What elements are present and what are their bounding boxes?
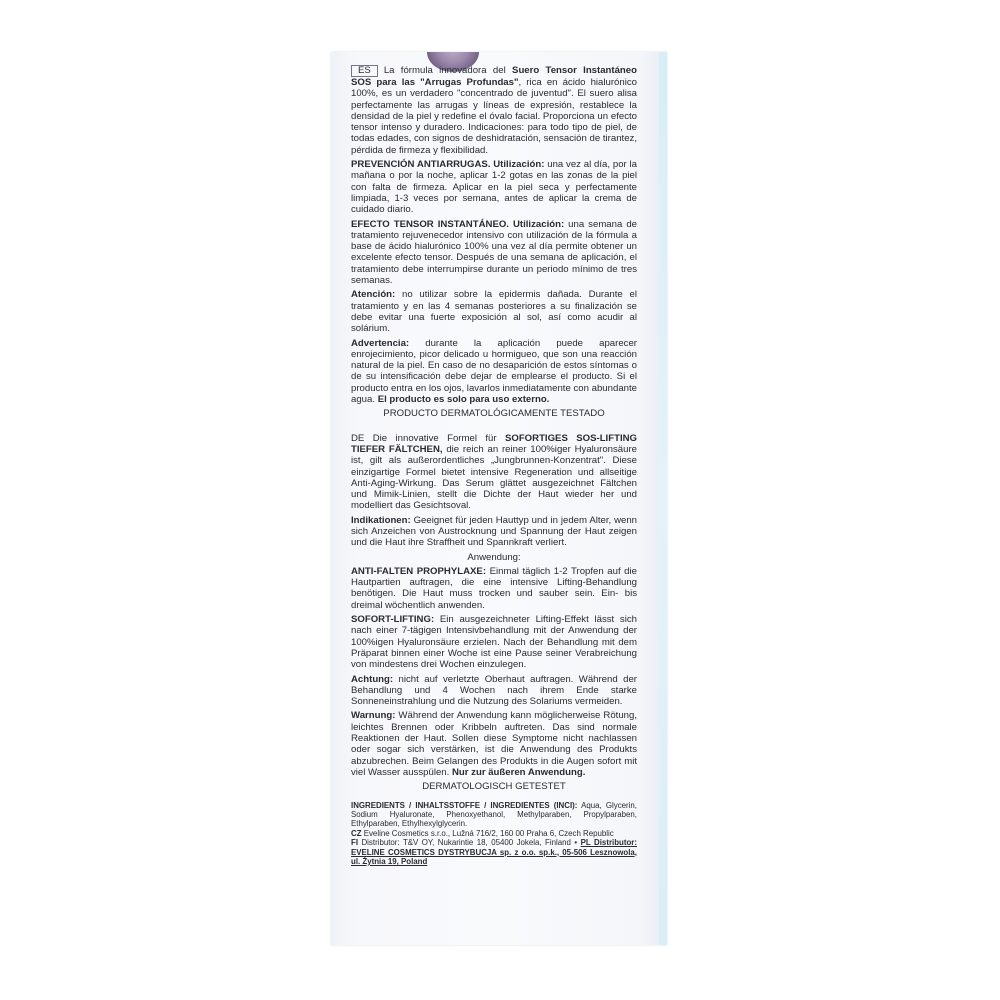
pl-distributor-heading: PL Distributor: xyxy=(580,838,637,848)
de-intro xyxy=(351,433,637,512)
ingredients-block xyxy=(351,801,637,867)
language-badge-es: ES xyxy=(351,65,378,77)
es-warning xyxy=(351,338,637,406)
de-product-name: SOFORTIGES SOS-LIFTING TIEFER FÄLTCHEN, xyxy=(351,432,638,455)
de-external-use: Nur zur äußeren Anwendung. xyxy=(451,766,586,778)
es-effect-heading: EFECTO TENSOR INSTANTÁNEO. Utilización: xyxy=(351,218,565,230)
product-box-panel xyxy=(331,52,667,945)
language-code-de: DE xyxy=(351,432,365,444)
de-warning-heading: Warnung: xyxy=(351,710,396,722)
es-warning-heading: Advertencia: xyxy=(351,337,410,349)
de-warning-text: Während der Anwendung kann möglicherweise Rötung, leichtes Brennen oder Kribbeln auftreten. Das sind normale Reaktionen der Haut. Sollen diese Symptome nicht nachlassen oder sogar sich verstärken, ist die Anwendung des Produkts abzubrechen. Beim Gelangen des Produkts in die Augen sofort mit viel Wasser ausspülen. xyxy=(351,710,637,778)
es-attention xyxy=(351,289,637,334)
fi-distributor: Distributor: T&V OY, Nukarintie 18, 05400 Jokela, Finland • xyxy=(358,838,581,848)
es-effect-text: una semana de tratamiento rejuvenecedor intensivo con utilización de la fórmula a base de ácido hialurónico 100% una vez al día permite obtener un excelente efecto tensor. Después de una semana de aplicación, el tratamiento debe interrumpirse durante un periodo mínimo de tres semanas. xyxy=(351,218,637,287)
es-warning-text: durante la aplicación puede aparecer enrojecimiento, picor delicado u hormigueo, que son una reacción natural de la piel. En caso de no desaparición de estos síntomas o de su intensificación debe dejar de emplearse el producto. Si el producto entra en los ojos, lavarlos inmediatamente con abundante agua. xyxy=(351,337,637,406)
de-lifting-heading: SOFORT-LIFTING: xyxy=(351,614,435,626)
de-usage-heading: Anwendung: xyxy=(467,551,521,563)
de-prophylaxis xyxy=(351,566,637,611)
es-attention-text: no utilizar sobre la epidermis dañada. Durante el tratamiento y en las 4 semanas posteriores a su finalización se debe evitar una fuerte exposición al sol, así como acudir al solárium. xyxy=(351,289,637,335)
es-prevention-heading: PREVENCIÓN ANTIARRUGAS. Utilización: xyxy=(351,159,545,171)
de-prophylaxis-text: Einmal täglich 1-2 Tropfen auf die Hautpartien auftragen, die eine intensive Lifting-Behandlung benötigen. Die Haut muss trocken und sauber sein. Ein- bis dreimal wöchentlich anwenden. xyxy=(351,565,637,611)
es-prevention-text: una vez al día, por la mañana o por la noche, aplicar 1-2 gotas en las zonas de la piel con falta de firmeza. Aplicar en la piel seca y perfectamente limpiada, 1-3 veces por semana, antes de aplicar la crema de cuidado diario. xyxy=(351,159,637,216)
de-caution-text: nicht auf verletzte Oberhaut auftragen. Während der Behandlung und 4 Wochen nach ihrem Ende starke Sonneneinstrahlung und die Nutzung des Solariums vermeiden. xyxy=(351,673,637,708)
de-caution xyxy=(351,674,637,708)
es-product-name: Suero Tensor Instantáneo SOS para las "Arrugas Profundas" xyxy=(351,65,637,88)
es-tested-label: PRODUCTO DERMATOLÓGICAMENTE TESTADO xyxy=(383,408,605,420)
es-intro xyxy=(351,65,637,156)
de-intro-text-1: Die innovative Formel für xyxy=(364,432,505,444)
de-lifting xyxy=(351,614,637,670)
ingredients-heading: INGREDIENTS / INHALTSSTOFFE / INGREDIENTES (INCI): xyxy=(351,800,578,810)
ingredients-list: Aqua, Glycerin, Sodium Hyaluronate, Phenoxyethanol, Methylparaben, Propylparaben, Ethylparaben, Ethylhexylglycerin. xyxy=(351,800,637,829)
de-lifting-text: Ein ausgezeichneter Lifting-Effekt lässt sich nach einer 7-tägigen Intensivbehandlung mit der Anwendung der 100%igen Hyaluronsäure erzielen. Nach der Behandlung mit dem Präparat binnen einer Woche ist eine Pause seiner Verabreichung von mindestens drei Wochen einzulegen. xyxy=(351,614,637,671)
section-spacer xyxy=(351,423,637,433)
es-intro-text-1: La fórmula innovadora del xyxy=(383,65,513,76)
de-warning xyxy=(351,710,637,778)
cz-code: CZ xyxy=(351,828,362,838)
es-external-use: El producto es solo para uso externo. xyxy=(377,394,550,406)
de-tested-label: DERMATOLOGISCH GETESTET xyxy=(422,781,566,793)
de-caution-heading: Achtung: xyxy=(351,673,394,685)
de-prophylaxis-heading: ANTI-FALTEN PROPHYLAXE: xyxy=(351,565,487,577)
de-indications-text: Geeignet für jeden Hauttyp und in jedem Alter, wenn sich Anzeichen von Austrocknung und Spannung der Haut zeigen und die Haut ihre Straffheit und Spannkraft verliert. xyxy=(351,514,637,549)
es-intro-text-2: , rica en ácido hialurónico 100%, es un verdadero "concentrado de juventud". El suero alisa perfectamente las arrugas y líneas de expresión, restablece la densidad de la piel y redefine el óvalo facial. Proporciona un efecto tensor intenso y duradero. Indicaciones: para todo tipo de piel, de todas edades, con signos de deshidratación, sensación de tirantez, pérdida de firmeza y flexibilidad. xyxy=(351,77,637,156)
es-prevention xyxy=(351,159,637,215)
es-attention-heading: Atención: xyxy=(351,289,396,301)
de-intro-text-2: die reich an reiner 100%iger Hyaluronsäure ist, gilt als außerordentliches „Jungbrunnen-Konzentrat". Diese einzigartige Formel bietet intensive Regeneration und allseitige Anti-Aging-Wirkung. Das Serum glättet ausgezeichnet Fältchen und Mimik-Linien, stellt die Dichte der Haut wieder her und modelliert das Gesichtsoval. xyxy=(351,443,637,512)
cz-address: Eveline Cosmetics s.r.o., Lužná 716/2, 160 00 Praha 6, Czech Republic xyxy=(361,828,614,838)
de-indications-heading: Indikationen: xyxy=(351,514,411,526)
box-side-edge xyxy=(659,52,667,945)
de-indications xyxy=(351,515,637,549)
leaflet-text xyxy=(351,65,637,866)
pl-distributor-address: EVELINE COSMETICS DYSTRYBUCJA sp. z o.o. sp.k., 05-506 Lesznowola, ul. Żytnia 19, Poland xyxy=(351,847,637,866)
es-effect xyxy=(351,219,637,287)
fi-code: FI xyxy=(351,838,359,848)
